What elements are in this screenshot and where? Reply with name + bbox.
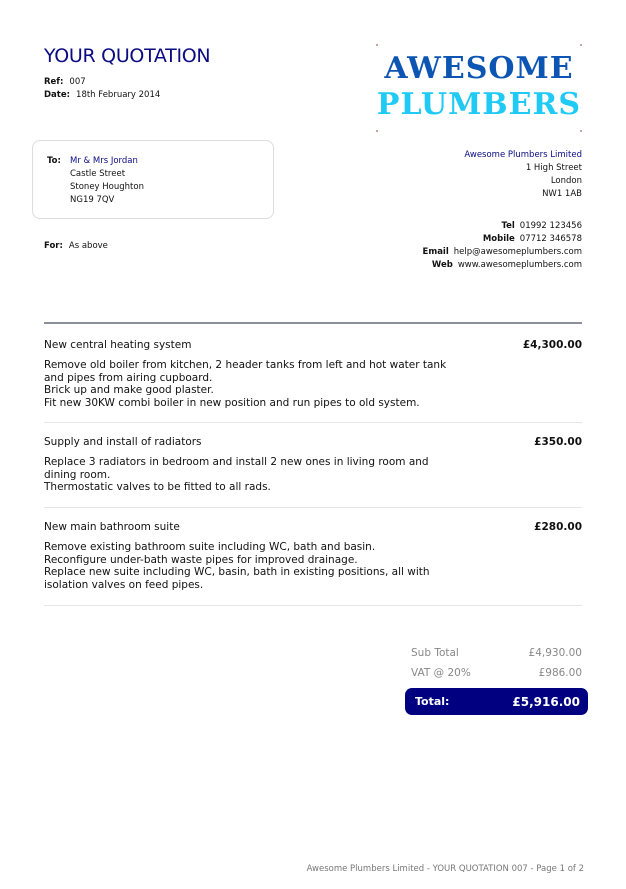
ref-label: Ref:	[44, 77, 64, 87]
subtotal-value: £4,930.00	[528, 647, 582, 659]
vat-value: £986.00	[538, 667, 582, 679]
item-title: New central heating system	[44, 339, 192, 351]
item-description	[44, 456, 454, 494]
tel-label: Tel	[501, 221, 515, 231]
ref	[44, 77, 86, 87]
item-title: New main bathroom suite	[44, 521, 180, 533]
company-line: 1 High Street	[525, 163, 582, 173]
company-logo	[376, 44, 582, 132]
date	[44, 90, 160, 100]
email-label: Email	[422, 247, 449, 257]
totals	[411, 643, 582, 683]
subtotal-label: Sub Total	[411, 647, 459, 659]
date-label: Date:	[44, 90, 71, 100]
total-box	[405, 688, 588, 715]
item-price: £350.00	[534, 436, 582, 448]
page-title: YOUR QUOTATION	[44, 45, 211, 67]
total-value: £5,916.00	[512, 694, 580, 709]
company-line: London	[550, 176, 582, 186]
date-value: 18th February 2014	[76, 90, 161, 100]
line-item	[44, 436, 582, 508]
item-description	[44, 359, 454, 409]
tel-value: 01992 123456	[519, 221, 582, 231]
desc-line: Fit new 30KW combi boiler in new position and run pipes to old system.	[44, 396, 420, 409]
item-description	[44, 541, 454, 591]
company-contact	[423, 220, 582, 272]
total-label: Total:	[415, 695, 450, 708]
mobile-value: 07712 346578	[519, 234, 582, 244]
email-value: help@awesomeplumbers.com	[453, 247, 582, 257]
desc-line: Remove existing bathroom suite including WC, bath and basin.	[44, 541, 376, 553]
desc-line: Brick up and make good plaster.	[44, 384, 214, 396]
desc-line: Replace new suite including WC, basin, bath in existing positions, all with isolation valves on feed pipes.	[44, 566, 430, 591]
item-title: Supply and install of radiators	[44, 436, 202, 448]
recipient-name: Mr & Mrs Jordan	[70, 156, 138, 166]
recipient-box	[32, 140, 274, 219]
mobile-label: Mobile	[482, 234, 515, 244]
recipient-line: Castle Street	[70, 169, 126, 179]
page-footer: Awesome Plumbers Limited - YOUR QUOTATION 007 - Page 1 of 2	[306, 864, 584, 874]
company-address	[464, 149, 582, 201]
desc-line: Thermostatic valves to be fitted to all rads.	[44, 481, 271, 493]
to-label: To:	[47, 156, 61, 166]
logo-line2: PLUMBERS	[376, 87, 582, 122]
recipient-line: Stoney Houghton	[70, 182, 144, 192]
for-label: For:	[44, 241, 63, 251]
desc-line: Replace 3 radiators in bedroom and install 2 new ones in living room and dining room.	[44, 456, 429, 481]
for-value: As above	[68, 241, 108, 251]
line-item	[44, 339, 582, 423]
logo-line1: AWESOME	[384, 51, 574, 86]
item-price: £4,300.00	[522, 339, 582, 351]
company-name: Awesome Plumbers Limited	[464, 150, 582, 160]
item-price: £280.00	[534, 521, 582, 533]
divider	[44, 322, 582, 324]
for-line	[44, 241, 108, 251]
recipient-line: NG19 7QV	[70, 195, 115, 205]
web-label: Web	[431, 260, 453, 270]
desc-line: Remove old boiler from kitchen, 2 header tanks from left and hot water tank and pipes from airing cupboard.	[44, 359, 447, 384]
web-value: www.awesomeplumbers.com	[457, 260, 582, 270]
vat-label: VAT @ 20%	[411, 667, 471, 679]
desc-line: Reconfigure under-bath waste pipes for improved drainage.	[44, 553, 358, 566]
company-line: NW1 1AB	[542, 189, 582, 199]
line-item	[44, 521, 582, 606]
ref-value: 007	[69, 77, 86, 87]
